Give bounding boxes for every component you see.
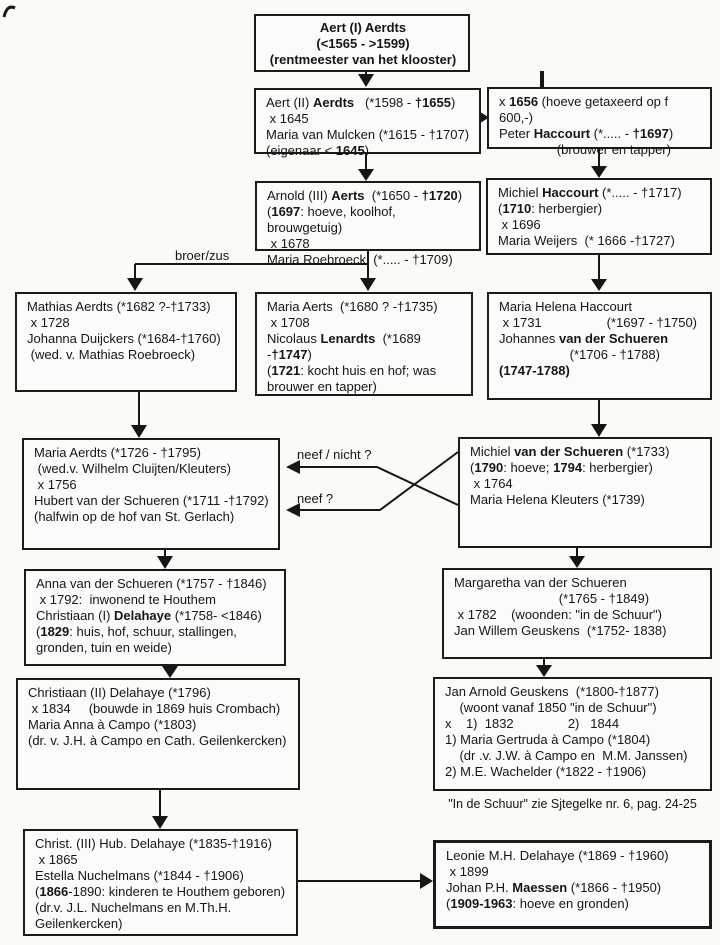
person-text-line: Margaretha van der Schueren bbox=[454, 575, 627, 590]
person-text-line: (<1565 - >1599) bbox=[316, 36, 410, 51]
person-text-line: x 1731 (*1697 - †1750) bbox=[499, 315, 698, 330]
box-michiel-van-der-schueren bbox=[458, 437, 712, 548]
person-text-line: (rentmeester van het klooster) bbox=[269, 52, 457, 67]
person-text-line: (dr .v. J.W. à Campo en M.M. Janssen) bbox=[445, 748, 688, 763]
footnote-in-de-schuur: "In de Schuur" zie Sjtegelke nr. 6, pag. 24-25 bbox=[448, 797, 697, 811]
label-broer-zus: broer/zus bbox=[175, 248, 230, 263]
person-text-line: Maria van Mulcken (*1615 - †1707) bbox=[266, 127, 470, 142]
box-leonie-delahaye bbox=[433, 840, 712, 929]
box-maria-helena-haccourt bbox=[487, 292, 712, 400]
person-text-line: (halfwin op de hof van St. Gerlach) bbox=[34, 509, 235, 524]
person-text-line: x 1678 bbox=[267, 236, 310, 251]
person-text-line: Maria Roebroeck (*..... - †1709) bbox=[267, 252, 453, 267]
person-text-line: (1697: hoeve, koolhof, brouwgetuig) bbox=[267, 204, 400, 235]
person-text-line: Jan Arnold Geuskens (*1800-†1877) bbox=[445, 684, 659, 699]
person-text-line: (woont vanaf 1850 "in de Schuur") bbox=[445, 700, 657, 715]
arrowhead-left bbox=[286, 460, 300, 474]
person-text-line: x 1728 bbox=[27, 315, 70, 330]
person-text-line: Maria Aerts (*1680 ? -†1735) bbox=[267, 299, 438, 314]
person-text-line: x 1645 bbox=[266, 111, 309, 126]
arrowhead-down bbox=[162, 666, 178, 678]
label-neef: neef ? bbox=[297, 491, 334, 506]
person-text-line: x 1696 bbox=[498, 217, 541, 232]
person-text-line: Peter Haccourt (*..... - †1697) bbox=[499, 126, 674, 141]
person-text-line: Anna van der Schueren (*1757 - †1846) bbox=[36, 576, 267, 591]
arrowhead-down bbox=[152, 816, 168, 829]
box-christiaan-ii-delahaye bbox=[16, 678, 300, 790]
person-text-line: (*1765 - †1849) bbox=[454, 591, 650, 606]
person-text-line: Christiaan (I) Delahaye (*1758- <1846) bbox=[36, 608, 262, 623]
person-text-line: Aert (II) Aerdts (*1598 - †1655) bbox=[266, 95, 456, 110]
person-text-line: x 1756 bbox=[34, 477, 77, 492]
box-aert-i-aerdts bbox=[254, 14, 470, 72]
arrowhead-down bbox=[157, 556, 173, 569]
person-text-line: gronden, tuin en weide) bbox=[36, 640, 172, 655]
box-aert-ii-aerdts bbox=[254, 88, 481, 158]
person-text-line: Aert (I) Aerdts bbox=[319, 20, 407, 35]
person-text-line: (brouwer en tapper) bbox=[499, 142, 671, 157]
box-anna-van-der-schueren bbox=[24, 569, 286, 666]
person-text-line: Johanna Duijckers (*1684-†1760) bbox=[27, 331, 221, 346]
arrowhead-down bbox=[358, 169, 374, 181]
person-text-line: x 1865 bbox=[35, 852, 78, 867]
person-text-line: Maria Aerdts (*1726 - †1795) bbox=[34, 445, 201, 460]
person-text-line: Jan Willem Geuskens (*1752- 1838) bbox=[454, 623, 667, 638]
box-peter-haccourt bbox=[487, 87, 712, 157]
person-text-line: 2) M.E. Wachelder (*1822 - †1906) bbox=[445, 764, 647, 779]
box-margaretha-van-der-schueren bbox=[442, 568, 712, 659]
person-text-line: (*1706 - †1788) bbox=[569, 347, 660, 362]
person-text-line: Arnold (III) Aerts (*1650 - †1720) bbox=[267, 188, 463, 203]
scan-artifact bbox=[4, 7, 15, 17]
person-text-line: (1790: hoeve; 1794: herbergier) bbox=[470, 460, 653, 475]
person-text-line: (wed.v. Wilhelm Cluijten/Kleuters) bbox=[34, 461, 231, 476]
person-text-line: Maria Helena Kleuters (*1739) bbox=[470, 492, 645, 507]
person-text-line: (1710: herbergier) bbox=[498, 201, 603, 216]
box-arnold-iii-aerts bbox=[255, 181, 481, 267]
person-text-line: Nicolaus Lenardts (*1689 -†1747) bbox=[267, 331, 425, 362]
person-text-line: Leonie M.H. Delahaye (*1869 - †1960) bbox=[446, 848, 669, 863]
scan-artifact bbox=[540, 71, 544, 87]
box-jan-arnold-geuskens bbox=[433, 677, 712, 791]
arrowhead-down bbox=[131, 425, 147, 438]
person-text-line: 1) Maria Gertruda à Campo (*1804) bbox=[445, 732, 651, 747]
person-text-line: Johannes van der Schueren bbox=[499, 331, 669, 346]
arrowhead-down bbox=[569, 556, 585, 568]
person-text-line: Geilenkercken) bbox=[35, 916, 123, 931]
person-text-line: Johan P.H. Maessen (*1866 - †1950) bbox=[446, 880, 662, 895]
person-text-line: Maria Helena Haccourt bbox=[499, 299, 632, 314]
person-text-line: (1909-1963: hoeve en gronden) bbox=[446, 896, 629, 911]
person-text-line: x 1792: inwonend te Houthem bbox=[36, 592, 216, 607]
person-text-line: (eigenaar < 1645) bbox=[266, 143, 370, 158]
person-text-line: x 1656 (hoeve getaxeerd op f 600,-) bbox=[499, 94, 672, 125]
box-christ-iii-delahaye bbox=[23, 829, 298, 936]
label-neef-nicht: neef / nicht ? bbox=[297, 447, 372, 462]
arrowhead-right bbox=[420, 873, 433, 889]
person-text-line: x 1) 1832 2) 1844 bbox=[445, 716, 620, 731]
person-text-line: Christ. (III) Hub. Delahaye (*1835-†1916) bbox=[35, 836, 273, 851]
person-text-line: x 1708 bbox=[267, 315, 310, 330]
person-text-line: (dr. v. J.H. à Campo en Cath. Geilenkercken) bbox=[28, 733, 287, 748]
arrowhead-down bbox=[591, 279, 607, 291]
person-text-line: Mathias Aerdts (*1682 ?-†1733) bbox=[27, 299, 211, 314]
person-text-line: brouwer en tapper) bbox=[267, 379, 377, 394]
arrowhead-down bbox=[536, 665, 552, 677]
arrowhead-down bbox=[591, 166, 607, 178]
person-text-line: Estella Nuchelmans (*1844 - †1906) bbox=[35, 868, 244, 883]
person-text-line: (dr.v. J.L. Nuchelmans en M.Th.H. bbox=[35, 900, 232, 915]
person-text-line: x 1834 (bouwde in 1869 huis Crombach) bbox=[28, 701, 281, 716]
box-michiel-haccourt bbox=[486, 178, 712, 255]
person-text-line: (wed. v. Mathias Roebroeck) bbox=[27, 347, 196, 362]
box-maria-aerts bbox=[255, 292, 473, 396]
arrowhead-down bbox=[127, 278, 143, 291]
person-text-line: (1829: huis, hof, schuur, stallingen, bbox=[36, 624, 237, 639]
person-text-line: Michiel van der Schueren (*1733) bbox=[470, 444, 670, 459]
person-text-line: Maria Weijers (* 1666 -†1727) bbox=[498, 233, 675, 248]
arrowhead-down bbox=[358, 74, 374, 87]
box-mathias-aerdts bbox=[15, 292, 237, 392]
person-text-line: Maria Anna à Campo (*1803) bbox=[28, 717, 197, 732]
person-text-line: Christiaan (II) Delahaye (*1796) bbox=[28, 685, 211, 700]
person-text-line: (1721: kocht huis en hof; was bbox=[267, 363, 437, 378]
person-text-line: x 1764 bbox=[470, 476, 513, 491]
person-text-line: (1747-1788) bbox=[499, 363, 570, 378]
person-text-line: (1866-1890: kinderen te Houthem geboren) bbox=[35, 884, 286, 899]
person-text-line: Hubert van der Schueren (*1711 -†1792) bbox=[34, 493, 269, 508]
person-text-line: x 1899 bbox=[446, 864, 489, 879]
person-text-line: Michiel Haccourt (*..... - †1717) bbox=[498, 185, 682, 200]
box-maria-aerdts-1726 bbox=[22, 438, 280, 550]
arrowhead-down bbox=[591, 424, 607, 437]
arrowhead-down bbox=[360, 278, 376, 291]
person-text-line: x 1782 (woonden: "in de Schuur") bbox=[454, 607, 662, 622]
